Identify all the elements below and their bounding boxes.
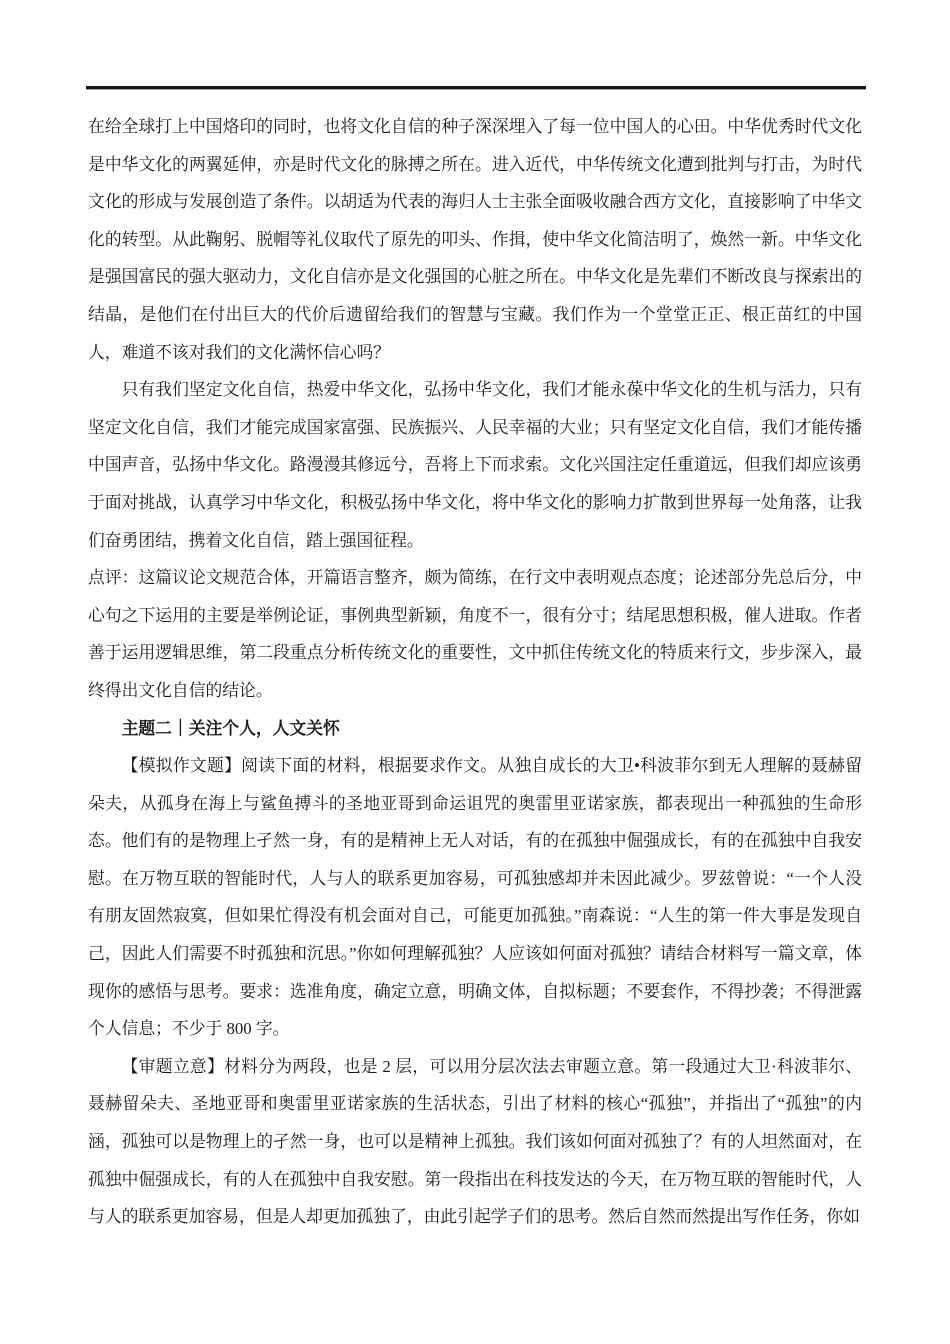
- paragraph-culture-confidence-conclusion: 只有我们坚定文化自信，热爱中华文化，弘扬中华文化，我们才能永葆中华文化的生机与活力，只有坚定文化自信，我们才能完成国家富强、民族振兴、人民幸福的大业；只有坚定文化自信，我们才能传播中国声音，弘扬中华文化。路漫漫其修远兮，吾将上下而求索。文化兴国注定任重道远，但我们却应该勇于面对挑战，认真学习中华文化，积极弘扬中华文化，将中华文化的影响力扩散到世界每一处角落，让我们奋勇团结，携着文化自信，踏上强国征程。: [88, 380, 862, 550]
- heading-topic-2: 主题二｜关注个人，人文关怀: [121, 718, 340, 738]
- paragraph-mock-essay-prompt: 【模拟作文题】阅读下面的材料，根据要求作文。从独自成长的大卫•科波菲尔到无人理解的聂赫留朵夫，从孤身在海上与鲨鱼搏斗的圣地亚哥到命运诅咒的奥雷里亚诺家族，都表现出一种孤独的生命形态。他们有的是物理上孑然一身，有的是精神上无人对话，有的在孤独中倔强成长，有的在孤独中自我安慰。在万物互联的智能时代，人与人的联系更加容易，可孤独感却并未因此减少。罗兹曾说：“一个人没有朋友固然寂寞，但如果忙得没有机会面对自己，可能更加孤独。”南森说：“人生的第一件大事是发现自己，因此人们需要不时孤独和沉思。”你如何理解孤独？人应该如何面对孤独？请结合材料写一篇文章，体现你的感悟与思考。要求：选准角度，确定立意，明确文体，自拟标题；不要套作，不得抄袭；不得泄露个人信息；不少于 800 字。: [88, 756, 862, 1039]
- document-body: [88, 108, 862, 1236]
- paragraph-teacher-comment: 点评：这篇议论文规范合体，开篇语言整齐，颇为简练，在行文中表明观点态度；论述部分先总后分，中心句之下运用的主要是举例论证，事例典型新颖，角度不一，很有分寸；结尾思想积极，催人进取。作者善于运用逻辑思维，第二段重点分析传统文化的重要性，文中抓住传统文化的特质来行文，步步深入，最终得出文化自信的结论。: [88, 568, 862, 700]
- paragraph-topic-analysis: 【审题立意】材料分为两段，也是 2 层，可以用分层次法去审题立意。第一段通过大卫·科波菲尔、聂赫留朵夫、圣地亚哥和奥雷里亚诺家族的生活状态，引出了材料的核心“孤独”，并指出了“孤独”的内涵，孤独可以是物理上的孑然一身，也可以是精神上孤独。我们该如何面对孤独了？有的人坦然面对，在孤独中倔强成长，有的人在孤独中自我安慰。第一段指出在科技发达的今天，在万物互联的智能时代，人与人的联系更加容易，但是人却更加孤独了，由此引起学子们的思考。然后自然而然提出写作任务，你如: [88, 1056, 862, 1227]
- paragraph-culture-confidence-body: 在给全球打上中国烙印的同时，也将文化自信的种子深深埋入了每一位中国人的心田。中华优秀时代文化是中华文化的两翼延伸，亦是时代文化的脉搏之所在。进入近代，中华传统文化遭到批判与打击，为时代文化的形成与发展创造了条件。以胡适为代表的海归人士主张全面吸收融合西方文化，直接影响了中华文化的转型。从此鞠躬、脱帽等礼仪取代了原先的叩头、作揖，使中华文化简洁明了，焕然一新。中华文化是强国富民的强大驱动力，文化自信亦是文化强国的心脏之所在。中华文化是先辈们不断改良与探索出的结晶，是他们在付出巨大的代价后遗留给我们的智慧与宝藏。我们作为一个堂堂正正、根正苗红的中国人，难道不该对我们的文化满怀信心吗？: [88, 117, 862, 362]
- header-divider-rule: [86, 86, 866, 90]
